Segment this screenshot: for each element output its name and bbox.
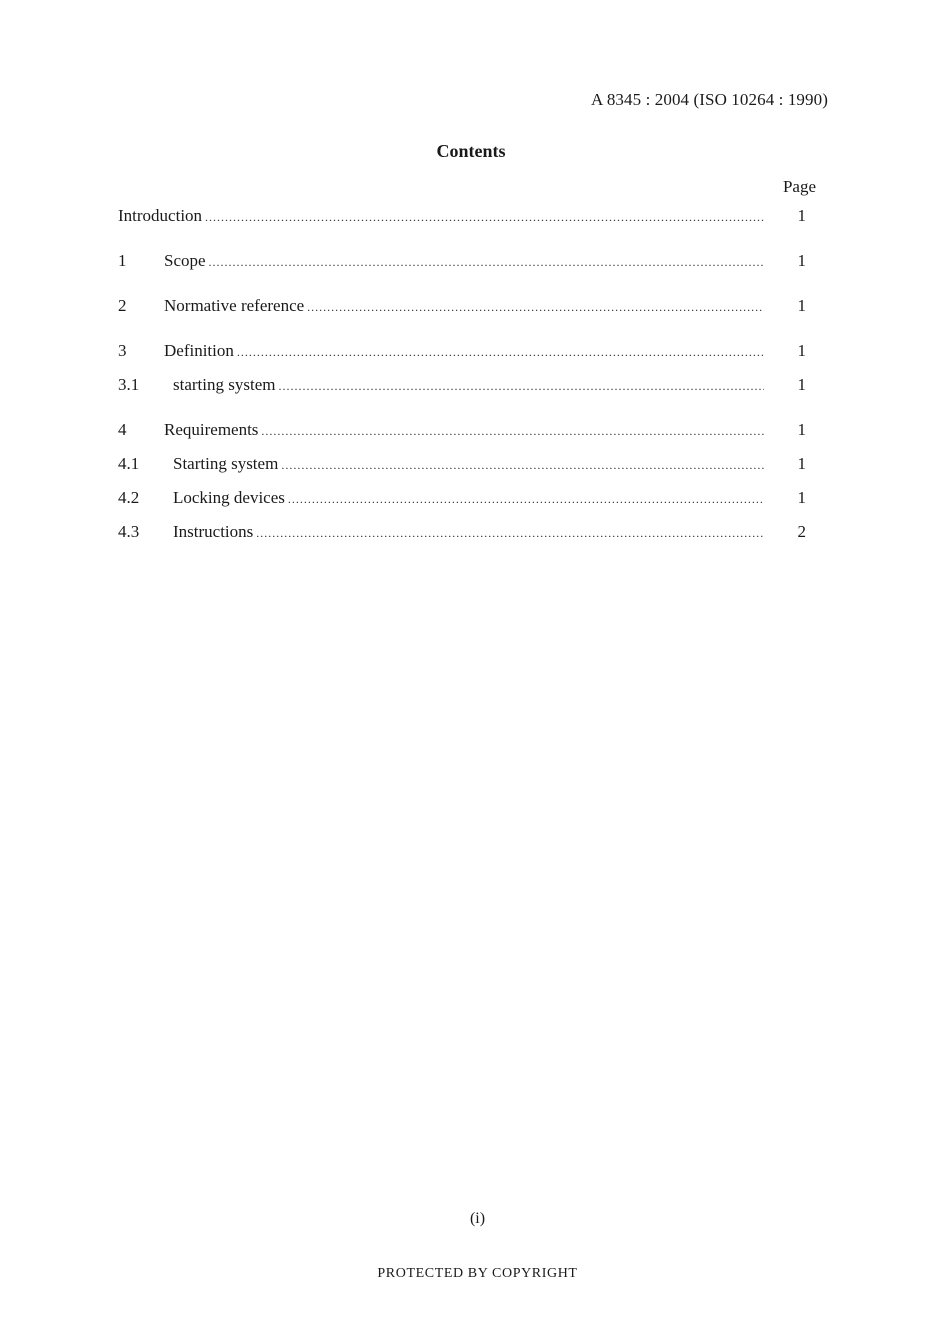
toc-entry-title: Normative reference	[164, 296, 305, 315]
toc-entry-normative-reference[interactable]	[118, 296, 808, 318]
toc-entry-scope[interactable]	[118, 251, 808, 273]
toc-entry-page: 1	[797, 341, 806, 360]
toc-entry-number: 3	[118, 341, 127, 360]
toc-entry-starting-system-def[interactable]	[118, 375, 808, 397]
toc-entry-page: 1	[797, 206, 806, 225]
toc-entry-title: Scope	[164, 251, 206, 270]
toc-entry-number: 1	[118, 251, 127, 270]
toc-entry-requirements[interactable]	[118, 420, 808, 442]
toc-dot-leader	[288, 492, 764, 507]
toc-entry-introduction[interactable]	[118, 206, 808, 228]
toc-entry-instructions[interactable]	[118, 522, 808, 544]
toc-entry-number: 2	[118, 296, 127, 315]
toc-dot-leader	[237, 345, 764, 360]
toc-dot-leader	[205, 210, 764, 225]
toc-entry-number: 4.3	[118, 522, 140, 541]
toc-dot-leader	[307, 300, 764, 315]
toc-entry-page: 2	[797, 522, 806, 541]
toc-entry-title: Definition	[164, 341, 234, 360]
toc-dot-leader	[281, 458, 764, 473]
toc-entry-definition[interactable]	[118, 341, 808, 363]
toc-entry-number: 4.2	[118, 488, 140, 507]
toc-entry-starting-system[interactable]	[118, 454, 808, 476]
copyright-notice: PROTECTED BY COPYRIGHT	[377, 1266, 578, 1281]
toc-dot-leader	[209, 255, 764, 270]
page-column-heading: Page	[782, 177, 816, 196]
contents-title: Contents	[436, 141, 506, 161]
document-identifier: A 8345 : 2004 (ISO 10264 : 1990)	[591, 90, 828, 109]
page-number: (i)	[469, 1210, 486, 1227]
toc-entry-page: 1	[797, 251, 806, 270]
toc-entry-title: starting system	[173, 375, 276, 394]
toc-entry-title: Starting system	[173, 454, 279, 473]
toc-entry-number: 3.1	[118, 375, 140, 394]
toc-entry-number: 4	[118, 420, 127, 439]
toc-entry-locking-devices[interactable]	[118, 488, 808, 510]
toc-entry-title: Requirements	[164, 420, 259, 439]
toc-entry-page: 1	[797, 454, 806, 473]
toc-entry-page: 1	[797, 488, 806, 507]
toc-entry-title: Instructions	[173, 522, 254, 541]
toc-dot-leader	[278, 379, 764, 394]
toc-entry-title: Introduction	[118, 206, 203, 225]
toc-dot-leader	[261, 424, 764, 439]
toc-entry-page: 1	[797, 375, 806, 394]
toc-entry-page: 1	[797, 296, 806, 315]
toc-dot-leader	[256, 526, 764, 541]
toc-entry-number: 4.1	[118, 454, 140, 473]
toc-entry-title: Locking devices	[173, 488, 285, 507]
toc-entry-page: 1	[797, 420, 806, 439]
